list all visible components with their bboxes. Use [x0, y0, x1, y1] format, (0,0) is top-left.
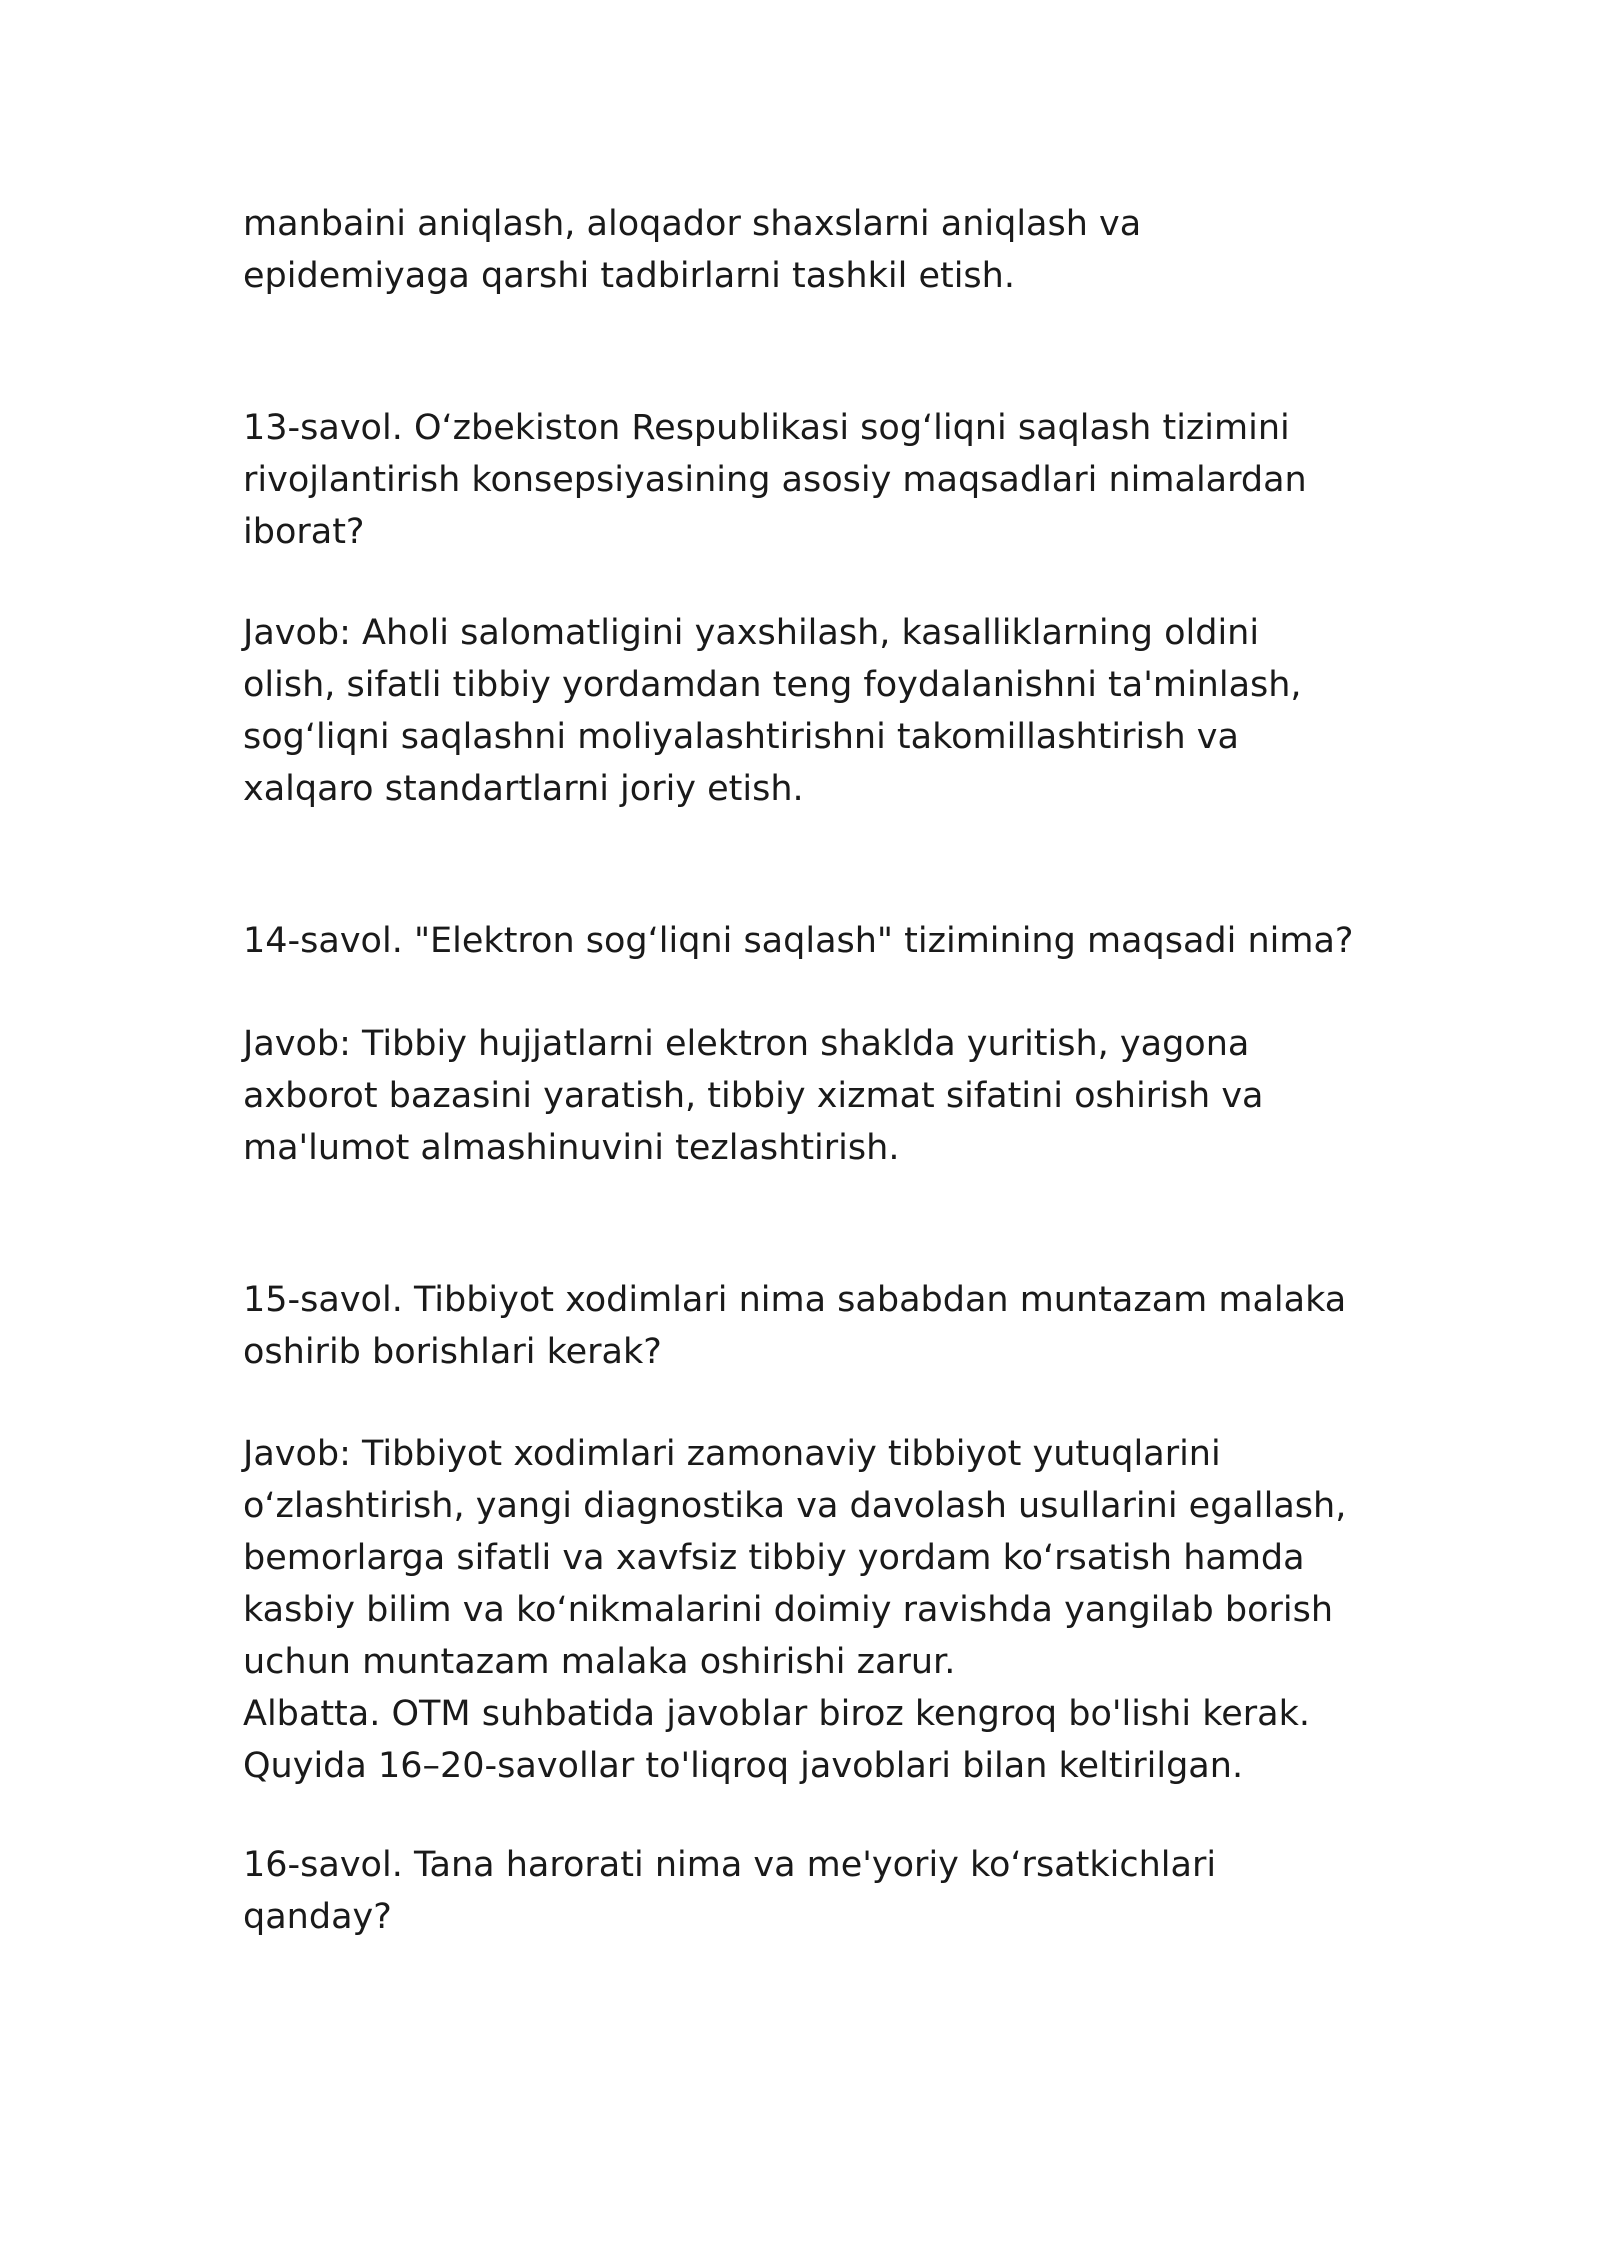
text-line: xalqaro standartlarni joriy etish. — [243, 769, 804, 809]
text-line: 15-savol. Tibbiyot xodimlari nima sababdan muntazam malaka — [243, 1280, 1347, 1320]
text-line: axborot bazasini yaratish, tibbiy xizmat sifatini oshirish va — [243, 1076, 1264, 1116]
answer-14 — [243, 1018, 1383, 1174]
answer-15 — [243, 1428, 1383, 1792]
text-line: Albatta. OTM suhbatida javoblar biroz kengroq bo'lishi kerak. — [243, 1694, 1310, 1734]
text-line: 16-savol. Tana harorati nima va me'yoriy ko‘rsatkichlari — [243, 1845, 1217, 1885]
text-line: Javob: Tibbiy hujjatlarni elektron shaklda yuritish, yagona — [243, 1024, 1250, 1064]
text-line: kasbiy bilim va ko‘nikmalarini doimiy ravishda yangilab borish — [243, 1590, 1334, 1630]
text-line: ma'lumot almashinuvini tezlashtirish. — [243, 1128, 900, 1168]
text-line: epidemiyaga qarshi tadbirlarni tashkil etish. — [243, 256, 1015, 296]
text-line: Javob: Tibbiyot xodimlari zamonaviy tibbiyot yutuqlarini — [243, 1434, 1221, 1474]
text-line: rivojlantirish konsepsiyasining asosiy maqsadlari nimalardan — [243, 460, 1307, 500]
text-line: olish, sifatli tibbiy yordamdan teng foydalanishni ta'minlash, — [243, 665, 1302, 705]
question-13 — [243, 402, 1383, 558]
text-line: bemorlarga sifatli va xavfsiz tibbiy yordam ko‘rsatish hamda — [243, 1538, 1305, 1578]
answer-13 — [243, 607, 1383, 815]
text-line: iborat? — [243, 512, 365, 552]
text-line: sog‘liqni saqlashni moliyalashtirishni takomillashtirish va — [243, 717, 1239, 757]
question-14 — [243, 915, 1383, 967]
continuation-paragraph — [243, 198, 1383, 302]
text-line: Quyida 16–20-savollar to'liqroq javoblari bilan keltirilgan. — [243, 1746, 1244, 1786]
text-line: oshirib borishlari kerak? — [243, 1332, 662, 1372]
text-line: 13-savol. O‘zbekiston Respublikasi sog‘liqni saqlash tizimini — [243, 408, 1290, 448]
text-line: uchun muntazam malaka oshirishi zarur. — [243, 1642, 956, 1682]
text-line: manbaini aniqlash, aloqador shaxslarni aniqlash va — [243, 204, 1142, 244]
text-line: Javob: Aholi salomatligini yaxshilash, kasalliklarning oldini — [243, 613, 1260, 653]
text-line: qanday? — [243, 1897, 392, 1937]
text-line: 14-savol. "Elektron sog‘liqni saqlash" tizimining maqsadi nima? — [243, 921, 1354, 961]
question-16 — [243, 1839, 1383, 1943]
question-15 — [243, 1274, 1383, 1378]
text-line: o‘zlashtirish, yangi diagnostika va davolash usullarini egallash, — [243, 1486, 1347, 1526]
